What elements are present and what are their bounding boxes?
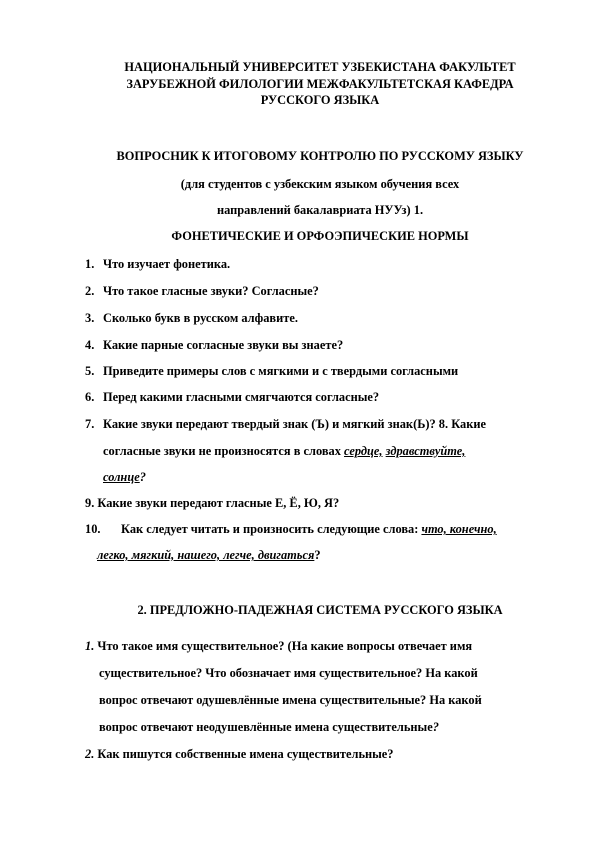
university-line-2: ЗАРУБЕЖНОЙ ФИЛОЛОГИИ МЕЖФАКУЛЬТЕТСКАЯ КАФЕДРА xyxy=(126,76,514,91)
question-text-continuation xyxy=(103,442,465,460)
question-item xyxy=(85,637,472,655)
example-word: солнце xyxy=(103,470,140,484)
question-item: 9. Какие звуки передают гласные Е, Ё, Ю, Я? xyxy=(85,496,340,510)
example-words: что, конечно, xyxy=(421,522,497,536)
question-number: 1. xyxy=(85,257,95,271)
question-text: Перед какими гласными смягчаются согласные? xyxy=(103,390,380,404)
question-number: 3. xyxy=(85,311,95,325)
question-text: Какие парные согласные звуки вы знаете? xyxy=(103,338,344,352)
question-number: 7. xyxy=(85,417,95,431)
question-text-continuation: существительное? Что обозначает имя существительное? На какой xyxy=(99,666,478,680)
question-item xyxy=(85,745,394,763)
question-text-continuation xyxy=(103,468,146,486)
question-text: Какие звуки передают твердый знак (Ъ) и мягкий знак(Ь)? 8. Какие xyxy=(103,417,486,431)
question-item xyxy=(85,255,230,273)
question-end-mark: ? xyxy=(139,470,146,484)
section-2-heading: 2. ПРЕДЛОЖНО-ПАДЕЖНАЯ СИСТЕМА РУССКОГО ЯЗЫКА xyxy=(137,603,503,617)
section-1-heading: ФОНЕТИЧЕСКИЕ И ОРФОЭПИЧЕСКИЕ НОРМЫ xyxy=(171,229,469,243)
question-text: Как следует читать и произносить следующие слова: xyxy=(121,522,422,536)
question-item xyxy=(85,309,298,327)
question-text: Что изучает фонетика. xyxy=(103,257,231,271)
question-end-mark: ? xyxy=(432,720,439,734)
question-item xyxy=(85,520,555,538)
university-line-1: НАЦИОНАЛЬНЫЙ УНИВЕРСИТЕТ УЗБЕКИСТАНА ФАКУЛЬТЕТ xyxy=(124,60,516,74)
question-number: 10. xyxy=(85,522,101,536)
question-end-mark: ? xyxy=(314,548,321,562)
university-header xyxy=(70,59,570,109)
example-words: легко, мягкий, нашего, легче, двигаться xyxy=(97,548,315,562)
question-item xyxy=(85,388,379,406)
question-number: 1. xyxy=(85,639,95,653)
document-subtitle-line-1: (для студентов с узбекским языком обучения всех xyxy=(180,177,460,191)
question-number: 2. xyxy=(85,284,95,298)
example-word: здравствуйте, xyxy=(385,444,466,458)
question-number: 6. xyxy=(85,390,95,404)
question-text: вопрос отвечают неодушевлённые имена существительные xyxy=(99,720,433,734)
question-text: согласные звуки не произносятся в словах xyxy=(103,444,345,458)
question-text: Что такое имя существительное? (На какие вопросы отвечает имя xyxy=(94,639,473,653)
document-title: ВОПРОСНИК К ИТОГОВОМУ КОНТРОЛЮ ПО РУССКОМУ ЯЗЫКУ xyxy=(116,149,524,163)
question-number: 5. xyxy=(85,364,95,378)
question-text: Приведите примеры слов с мягкими и с твердыми согласными xyxy=(103,364,459,378)
university-line-3: РУССКОГО ЯЗЫКА xyxy=(260,93,380,107)
question-item xyxy=(85,415,486,433)
document-subtitle-line-2: направлений бакалавриата НУУз) 1. xyxy=(216,203,424,217)
question-text: Как пишутся собственные имена существительные? xyxy=(94,747,394,761)
question-number: 2. xyxy=(85,747,95,761)
question-text-continuation xyxy=(97,546,321,564)
question-number: 4. xyxy=(85,338,95,352)
question-text-continuation xyxy=(99,718,439,736)
question-text: Сколько букв в русском алфавите. xyxy=(103,311,298,325)
question-item xyxy=(85,282,319,300)
example-word: сердце, xyxy=(344,444,383,458)
question-item xyxy=(85,362,458,380)
question-item xyxy=(85,336,343,354)
question-text: Что такое гласные звуки? Согласные? xyxy=(103,284,319,298)
question-text-continuation: вопрос отвечают одушевлённые имена существительные? На какой xyxy=(99,693,482,707)
